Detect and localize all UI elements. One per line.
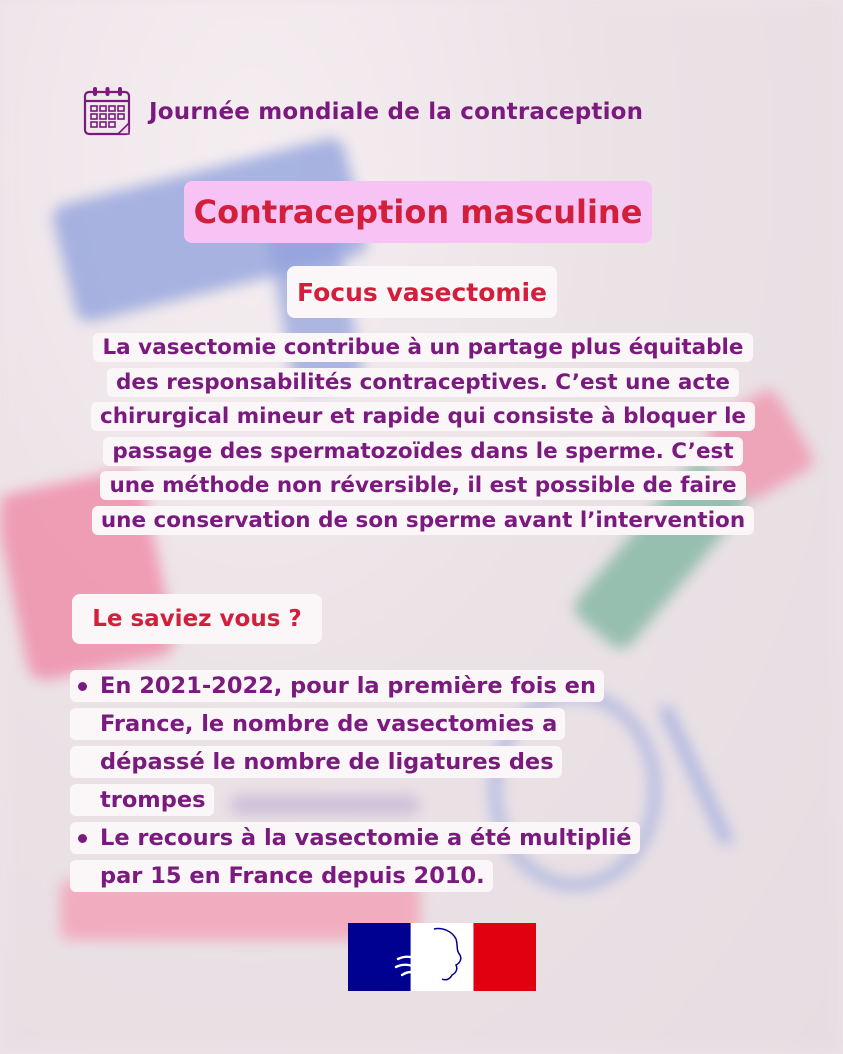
- list-item-continuation: par 15 en France depuis 2010.: [70, 857, 670, 895]
- list-item-continuation: dépassé le nombre de ligatures des: [70, 743, 670, 781]
- title-banner: [184, 181, 652, 243]
- paragraph-line: La vasectomie contribue à un partage plus équitable: [80, 331, 766, 366]
- paragraph-line: chirurgical mineur et rapide qui consiste à bloquer le: [80, 400, 766, 435]
- list-item-continuation: France, le nombre de vasectomies a: [70, 705, 670, 743]
- calendar-icon: [83, 86, 133, 138]
- subtitle-banner: [287, 266, 557, 318]
- paragraph-line: passage des spermatozoïdes dans le sperme. C’est: [80, 435, 766, 470]
- paragraph-line: une conservation de son sperme avant l’intervention: [80, 504, 766, 539]
- paragraph-line: des responsabilités contraceptives. C’est une acte: [80, 366, 766, 401]
- marianne-flag-logo: [348, 923, 536, 991]
- intro-paragraph: [80, 331, 766, 538]
- paragraph-line: une méthode non réversible, il est possible de faire: [80, 469, 766, 504]
- list-item: En 2021-2022, pour la première fois en: [70, 667, 670, 705]
- page-title: Contraception masculine: [193, 193, 643, 231]
- list-item-continuation: trompes: [70, 781, 670, 819]
- subtitle: Focus vasectomie: [297, 277, 547, 307]
- header: [83, 86, 643, 138]
- list-item: Le recours à la vasectomie a été multiplié: [70, 819, 670, 857]
- fact-list: [70, 667, 670, 895]
- header-title: Journée mondiale de la contraception: [149, 99, 644, 125]
- did-you-know-banner: [72, 594, 322, 644]
- did-you-know-heading: Le saviez vous ?: [92, 606, 302, 632]
